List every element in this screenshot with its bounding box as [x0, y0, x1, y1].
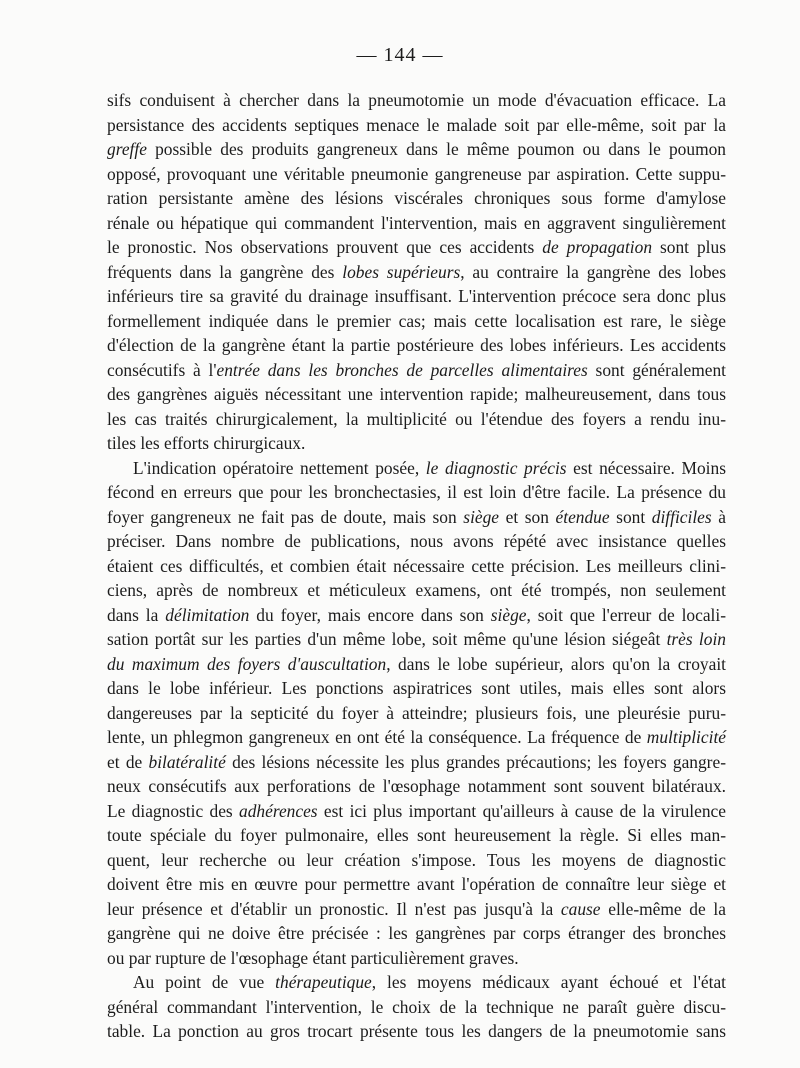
text-segment: , soit que l'erreur de locali-	[526, 604, 727, 625]
text-segment: sont généralement	[587, 359, 726, 380]
text-segment: dans la	[107, 604, 166, 625]
text-segment: dans le lobe inférieur. Les ponctions aspiratrices sont utiles, mais elles sont alors	[107, 678, 726, 698]
text-segment: tiles les efforts chirurgicaux.	[107, 433, 306, 453]
text-line	[107, 603, 726, 628]
text-segment: elle-même de la	[600, 898, 726, 919]
text-segment: des gangrènes aiguës nécessitant une intervention rapide; malheureusement, dans tous	[107, 384, 726, 404]
text-segment: quent, leur recherche ou leur création s'impose. Tous les moyens de diagnostic	[107, 849, 726, 870]
text-line	[107, 333, 726, 358]
text-line	[107, 358, 726, 383]
text-segment: Au point de vue	[133, 972, 276, 992]
text-segment: possible des produits gangreneux dans le même poumon ou dans le poumon	[146, 139, 726, 159]
text-segment: opposé, provoquant une véritable pneumonie gangreneuse par aspiration. Cette suppu-	[107, 163, 726, 184]
text-line	[107, 554, 726, 579]
italic-text: multiplicité	[646, 727, 726, 747]
italic-text: lobes supérieurs	[342, 261, 461, 282]
text-segment: inférieurs tire sa gravité du drainage insuffisant. L'intervention précoce sera donc plus	[107, 286, 726, 306]
text-segment: fréquents dans la gangrène des	[107, 261, 343, 282]
text-line	[107, 529, 726, 554]
text-segment: sont plus	[652, 237, 726, 257]
text-segment: ou par rupture de l'œsophage étant particulièrement graves.	[107, 947, 519, 968]
text-segment: fécond en erreurs que pour les bronchectasies, il est loin d'être facile. La présence du	[107, 482, 726, 502]
text-line	[107, 897, 726, 922]
text-line	[107, 799, 726, 824]
text-segment: neux consécutifs aux perforations de l'œsophage notamment sont souvent bilatéraux.	[107, 776, 726, 796]
text-line	[107, 260, 726, 285]
text-line	[107, 652, 726, 677]
text-segment: du foyer, mais encore dans son	[249, 604, 491, 625]
text-segment: est nécessaire. Moins	[566, 457, 726, 478]
text-line	[107, 578, 726, 603]
text-segment: , au contraire la gangrène des lobes	[460, 261, 726, 282]
text-line	[107, 211, 726, 236]
text-line	[107, 309, 726, 334]
italic-text: du maximum des foyers d'auscultation	[107, 653, 387, 674]
text-segment: préciser. Dans nombre de publications, nous avons répété avec insistance quelles	[107, 531, 726, 551]
text-line	[107, 186, 726, 211]
italic-text: le diagnostic précis	[425, 457, 567, 478]
text-segment: et de	[107, 751, 149, 772]
text-line	[107, 848, 726, 873]
text-line	[107, 284, 726, 309]
text-segment: sation portât sur les parties d'un même lobe, soit même qu'une lésion siégeât	[107, 629, 667, 649]
text-line	[107, 162, 726, 187]
text-line	[107, 113, 726, 138]
text-segment: ciens, après de nombreux et méticuleux examens, ont été trompés, non seulement	[107, 580, 726, 600]
text-segment: rénale ou hépatique qui commandent l'intervention, mais en aggravent singulièrement	[107, 212, 726, 233]
text-segment: table. La ponction au gros trocart présente tous les dangers de la pneumotomie sans	[107, 1021, 726, 1041]
italic-text: bilatéralité	[148, 751, 226, 772]
text-line	[107, 946, 726, 971]
text-line	[107, 872, 726, 897]
text-segment: les cas traités chirurgicalement, la multiplicité ou l'étendue des foyers a rendu inu-	[107, 408, 726, 429]
text-segment: général commandant l'intervention, le choix de la technique ne paraît guère discu-	[107, 996, 726, 1017]
text-line	[107, 407, 726, 432]
italic-text: siège	[490, 604, 527, 625]
text-segment: persistance des accidents septiques menace le malade soit par elle-même, soit par la	[107, 114, 726, 135]
italic-text: de propagation	[542, 237, 653, 257]
text-segment: leur présence et d'établir un pronostic. Il n'est pas jusqu'à la	[107, 898, 561, 919]
text-segment: foyer gangreneux ne fait pas de doute, mais son	[107, 506, 464, 527]
text-segment: , dans le lobe supérieur, alors qu'on la croyait	[386, 653, 726, 674]
text-line	[107, 774, 726, 799]
text-line	[107, 431, 726, 456]
text-line	[107, 235, 726, 260]
text-line	[107, 725, 726, 750]
text-segment: dangereuses par la septicité du foyer à atteindre; plusieurs fois, une pleurésie puru-	[107, 702, 726, 723]
text-segment: le pronostic. Nos observations prouvent que ces accidents	[107, 237, 543, 257]
text-line	[107, 970, 726, 995]
italic-text: siège	[463, 506, 500, 527]
italic-text: étendue	[555, 506, 610, 527]
text-segment: sifs conduisent à chercher dans la pneumotomie un mode d'évacuation efficace. La	[107, 90, 726, 110]
italic-text: cause	[560, 898, 601, 919]
text-segment: étaient ces difficultés, et combien était nécessaire cette précision. Les meilleurs clini-	[107, 555, 726, 576]
text-segment: et son	[499, 506, 556, 527]
text-segment: sont	[609, 506, 652, 527]
text-line	[107, 382, 726, 407]
text-segment: toute spéciale du foyer pulmonaire, elles sont heureusement la règle. Si elles man-	[107, 825, 726, 845]
text-line	[107, 1019, 726, 1044]
text-segment: Le diagnostic des	[107, 800, 240, 821]
text-segment: d'élection de la gangrène étant la partie postérieure des lobes inférieurs. Les accidents	[107, 335, 726, 355]
text-line	[107, 995, 726, 1020]
italic-text: greffe	[107, 139, 147, 159]
text-line	[107, 137, 726, 162]
text-segment: , les moyens médicaux ayant échoué et l'état	[371, 972, 727, 992]
italic-text: délimitation	[165, 604, 250, 625]
text-line	[107, 627, 726, 652]
text-line	[107, 701, 726, 726]
italic-text: entrée dans les bronches de parcelles alimentaires	[216, 359, 588, 380]
text-line	[107, 456, 726, 481]
text-segment: des lésions nécessite les plus grandes précautions; les foyers gangre-	[225, 751, 726, 772]
text-segment: formellement indiquée dans le premier cas; mais cette localisation est rare, le siège	[107, 310, 726, 331]
paragraph	[107, 970, 726, 1044]
text-line	[107, 480, 726, 505]
text-line	[107, 505, 726, 530]
body-text	[107, 88, 726, 1044]
italic-text: thérapeutique	[275, 972, 372, 992]
italic-text: adhérences	[239, 800, 318, 821]
text-segment: lente, un phlegmon gangreneux en ont été la conséquence. La fréquence de	[107, 727, 647, 747]
text-line	[107, 88, 726, 113]
text-segment: L'indication opératoire nettement posée,	[133, 457, 426, 478]
text-line	[107, 823, 726, 848]
paragraph	[107, 88, 726, 456]
text-line	[107, 750, 726, 775]
text-segment: gangrène qui ne doive être précisée : les gangrènes par corps étranger des bronches	[107, 923, 726, 943]
italic-text: difficiles	[651, 506, 712, 527]
text-segment: doivent être mis en œuvre pour permettre avant l'opération de connaître leur siège et	[107, 874, 726, 894]
text-segment: consécutifs à l'	[107, 359, 217, 380]
text-segment: ration persistante amène des lésions viscérales chroniques sous forme d'amylose	[107, 188, 726, 208]
italic-text: très loin	[666, 629, 726, 649]
text-line	[107, 676, 726, 701]
text-segment: à	[711, 506, 726, 527]
paragraph	[107, 456, 726, 971]
text-segment: est ici plus important qu'ailleurs à cause de la virulence	[317, 800, 726, 821]
text-line	[107, 921, 726, 946]
page-number: — 144 —	[356, 44, 444, 66]
